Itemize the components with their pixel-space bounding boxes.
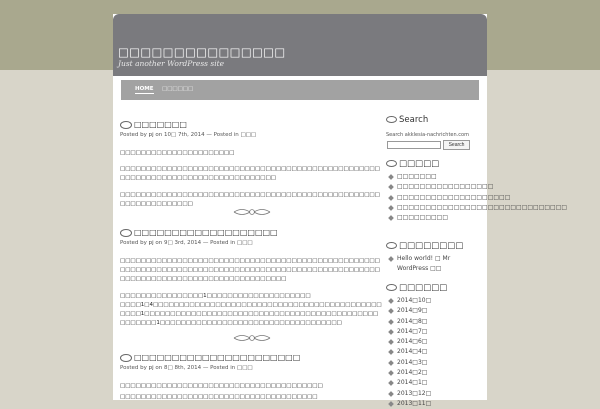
search-button[interactable]: Search [443, 140, 470, 150]
widget-ornament-icon [386, 116, 397, 123]
diamond-bullet-icon [388, 370, 394, 376]
list-item [386, 358, 481, 368]
diamond-bullet-icon [388, 339, 394, 345]
post-paragraph: □□□□□□□□□□□□□□□□□□□□□□ [120, 150, 235, 156]
recent-comment-link[interactable]: Hello world! □ Mr WordPress □□ [397, 255, 451, 273]
archive-link[interactable]: 2014□6□ [397, 338, 428, 346]
diamond-bullet-icon [388, 350, 394, 356]
list-item [386, 327, 481, 337]
diamond-bullet-icon [388, 381, 394, 387]
post-author-link[interactable]: pj [148, 240, 154, 246]
post-divider-ornament [232, 333, 272, 343]
post-paragraph: □□□□□□□□□□□□□□□□□□□□□□□□□□□□□□□□□□□□□□□□□□□□□□□□□□□□□□□□□□□□□□□□□□□□□□□□□□□□□□□□ [120, 166, 380, 181]
diamond-bullet-icon [388, 308, 394, 314]
post-date: 10□ 7th, 2014 [164, 132, 205, 138]
list-item [386, 368, 481, 378]
post-meta: Posted by pj on 10□ 7th, 2014 — Posted in □□□ [120, 132, 257, 138]
list-item [386, 306, 481, 316]
archive-link[interactable]: 2014□8□ [397, 317, 428, 325]
list-item [386, 172, 481, 182]
diamond-bullet-icon [388, 205, 394, 211]
diamond-bullet-icon [388, 256, 394, 262]
widget-ornament-icon [386, 284, 397, 291]
diamond-bullet-icon [388, 360, 394, 366]
list-item [386, 296, 481, 306]
widget-title-recent-posts: □□□□□ [386, 159, 439, 169]
post-paragraph: □□□□□□□□□□□□□□□□□□□□□□□□□□□□□□□□□□□□□□ [120, 394, 318, 400]
archive-link[interactable]: 2014□4□ [397, 348, 428, 356]
post-category-link[interactable]: □□□ [240, 132, 257, 138]
post-meta: Posted by pj on 8□ 8th, 2014 — Posted in □□□ [120, 365, 253, 371]
archive-link[interactable]: 2014□2□ [397, 369, 428, 377]
search-label: Search akklesia-nachrichten.com [386, 132, 469, 138]
archives-list [386, 296, 481, 409]
list-item [386, 193, 511, 203]
post-title[interactable]: □□□□□□□ [120, 120, 187, 129]
widget-title-search: Search [386, 115, 428, 125]
post-divider-ornament [232, 207, 272, 217]
recent-post-link[interactable]: □□□□□□□□□□□□□□□□□□□□ [397, 193, 511, 201]
main-nav [121, 80, 479, 100]
list-item [386, 182, 494, 192]
widget-ornament-icon [386, 242, 397, 249]
diamond-bullet-icon [388, 319, 394, 325]
nav-page[interactable]: □□□□□□ [162, 86, 194, 92]
post-paragraph: □□□□1□4□□□□□□□□□□□□□□□□□□□□□□□□□□□□□□□□□□□□□□□□□□□□□□□□1□□□□□□□□□□□□□□□□□□□□□□□□□□□□□□□□□□□□□□□□□□□□□□□□□□□□1□□□□□□□□□□□□□□□□□□□□□□□□□□□□□□□□□□□ [120, 302, 382, 326]
post-author-link[interactable]: pj [148, 132, 154, 138]
list-item [386, 378, 481, 388]
archive-link[interactable]: 2014□7□ [397, 327, 428, 335]
recent-post-link[interactable]: □□□□□□□ [397, 173, 437, 180]
list-item [386, 347, 481, 357]
archive-link[interactable]: 2013□11□ [397, 399, 432, 407]
post-date: 9□ 3rd, 2014 [164, 240, 202, 246]
post-category-link[interactable]: □□□ [237, 365, 253, 371]
list-item [386, 389, 481, 399]
post-ornament-icon [120, 229, 132, 237]
post-ornament-icon [120, 354, 132, 362]
diamond-bullet-icon [388, 174, 394, 180]
archive-link[interactable]: 2014□9□ [397, 307, 428, 315]
archive-link[interactable]: 2013□12□ [397, 389, 432, 397]
post-paragraph: □□□□□□□□□□□□□□□□□□□□□□□□□□□□□□□□□□□□□□□□□□□□□□□□□□□□□□□□□□□□□□□□ [120, 192, 380, 207]
site-description: Just another WordPress site [118, 59, 225, 68]
diamond-bullet-icon [388, 184, 394, 190]
diamond-bullet-icon [388, 329, 394, 335]
list-item [386, 317, 481, 327]
recent-post-link[interactable]: □□□□□□□□□□□□□□□□□ [397, 183, 494, 191]
post-title[interactable]: □□□□□□□□□□□□□□□□□□□ [120, 228, 278, 237]
recent-posts-list [386, 172, 568, 223]
page-container [113, 14, 568, 407]
widget-title-recent-comments: □□□□□□□□ [386, 241, 463, 251]
diamond-bullet-icon [388, 391, 394, 397]
post-paragraph: □□□□□□□□□□□□□□□□1□□□□□□□□□□□□□□□□□□□□ [120, 293, 311, 299]
site-title[interactable]: □□□□□□□□□□□□□□□ [118, 45, 286, 59]
list-item [386, 203, 568, 213]
recent-comments-list [386, 254, 481, 275]
recent-post-link[interactable]: □□□□□□□□□□□□□□□□□□□□□□□□□□□□□□ [397, 203, 568, 211]
archive-link[interactable]: 2014□1□ [397, 379, 428, 387]
diamond-bullet-icon [388, 298, 394, 304]
post-meta: Posted by pj on 9□ 3rd, 2014 — Posted in □□□ [120, 240, 253, 246]
post-paragraph: □□□□□□□□□□□□□□□□□□□□□□□□□□□□□□□□□□□□□□□ [120, 383, 323, 389]
widget-title-archives: □□□□□□ [386, 283, 447, 293]
diamond-bullet-icon [388, 401, 394, 407]
recent-post-link[interactable]: □□□□□□□□□ [397, 214, 449, 222]
archive-link[interactable]: 2014□10□ [397, 297, 432, 304]
search-input[interactable] [387, 141, 441, 149]
diamond-bullet-icon [388, 215, 394, 221]
list-item [386, 254, 481, 275]
list-item [386, 337, 481, 347]
diamond-bullet-icon [388, 195, 394, 201]
post-title[interactable]: □□□□□□□□□□□□□□□□□□□□□□ [120, 353, 300, 362]
widget-ornament-icon [386, 160, 397, 167]
post-author-link[interactable]: pj [148, 365, 154, 371]
post-ornament-icon [120, 121, 132, 129]
site-header [113, 14, 487, 76]
archive-link[interactable]: 2014□3□ [397, 358, 428, 366]
list-item [386, 399, 481, 409]
list-item [386, 213, 481, 223]
post-paragraph: □□□□□□□□□□□□□□□□□□□□□□□□□□□□□□□□□□□□□□□□□□□□□□□□□□□□□□□□□□□□□□□□□□□□□□□□□□□□□□□□□□□□□□□□□□□□□□□□□□□□□□□□□□□□□□□□□□□□□□□□□□□□□□□□□□□□ [120, 258, 380, 282]
nav-home[interactable]: HOME [135, 86, 154, 92]
post-category-link[interactable]: □□□ [237, 240, 253, 246]
post-date: 8□ 8th, 2014 [164, 365, 202, 371]
